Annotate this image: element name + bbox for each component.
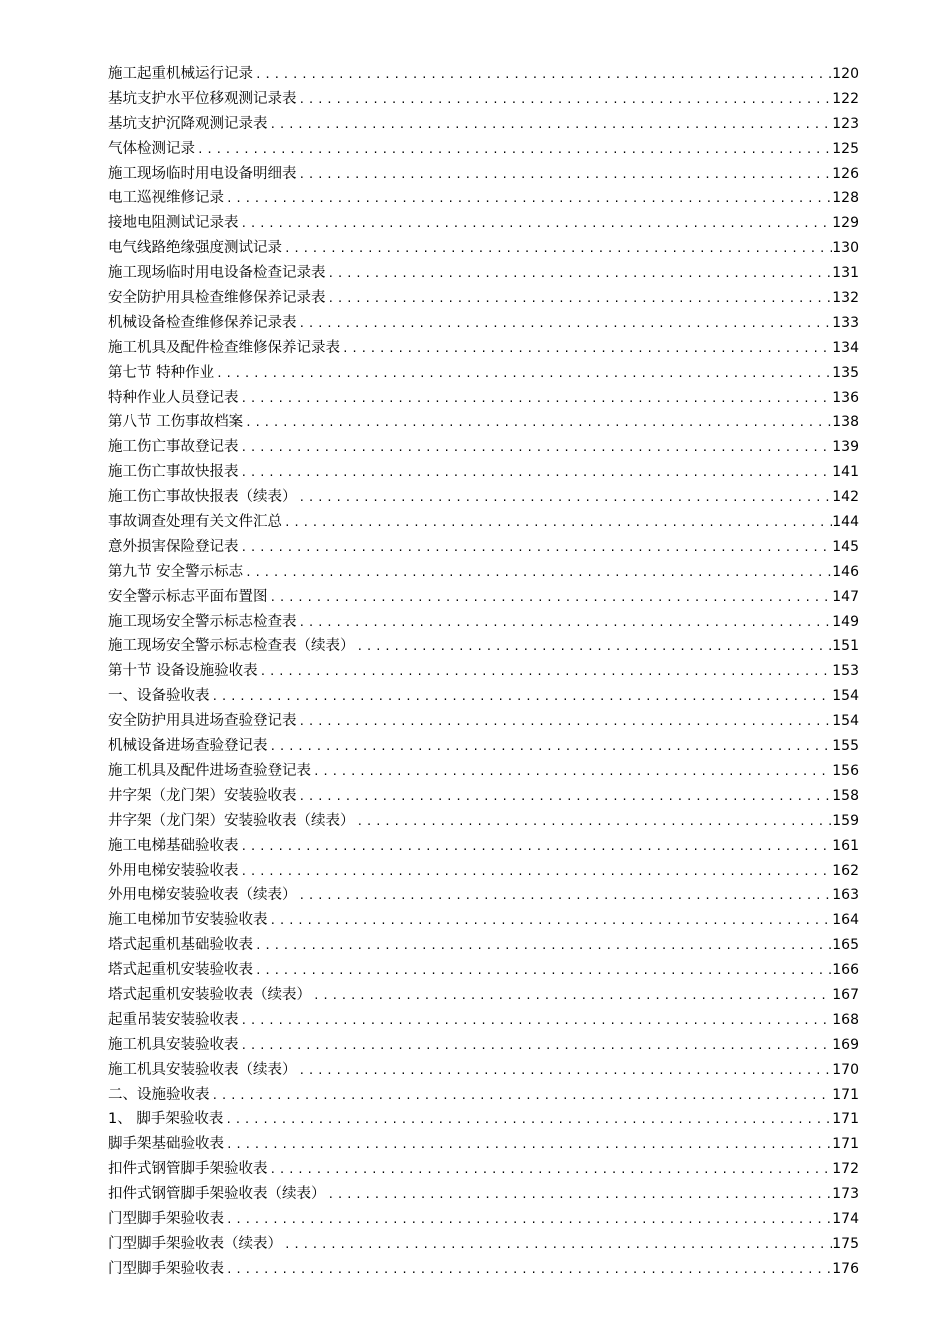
toc-entry-title: 二、设施验收表: [108, 1086, 210, 1103]
toc-entry-page-number: 125: [832, 140, 859, 157]
dot-leader: [297, 884, 833, 909]
toc-entry-title: 施工现场安全警示标志检查表: [108, 613, 297, 630]
dot-leader: [224, 1258, 832, 1283]
toc-entry-page-number: 156: [832, 762, 859, 779]
toc-entry[interactable]: [108, 510, 859, 535]
toc-entry-title: 塔式起重机安装验收表: [108, 962, 253, 979]
dot-leader: [253, 959, 832, 984]
dot-leader: [239, 536, 833, 561]
toc-entry-title: 电工巡视维修记录: [108, 190, 224, 207]
dot-leader: [239, 461, 833, 486]
toc-entry-page-number: 165: [832, 937, 859, 954]
dot-leader: [297, 163, 833, 188]
toc-entry[interactable]: [108, 286, 859, 311]
toc-entry[interactable]: [108, 1083, 859, 1108]
toc-entry-title: 施工现场安全警示标志检查表（续表）: [108, 638, 355, 655]
toc-entry-page-number: 169: [832, 1036, 859, 1053]
toc-entry[interactable]: [108, 535, 859, 560]
toc-entry-page-number: 120: [832, 66, 859, 82]
toc-entry[interactable]: [108, 883, 859, 908]
toc-entry-page-number: 145: [832, 538, 859, 555]
dot-leader: [243, 561, 832, 586]
toc-entry[interactable]: [108, 1182, 859, 1207]
toc-entry[interactable]: [108, 236, 859, 261]
dot-leader: [239, 212, 833, 237]
dot-leader: [224, 1133, 832, 1158]
toc-entry[interactable]: [108, 361, 859, 386]
toc-entry[interactable]: [108, 137, 859, 162]
toc-entry-page-number: 155: [832, 738, 859, 755]
dot-leader: [268, 909, 833, 934]
toc-entry-page-number: 129: [832, 215, 859, 232]
toc-entry-page-number: 173: [832, 1186, 859, 1203]
toc-entry[interactable]: [108, 734, 859, 759]
toc-entry-page-number: 162: [832, 862, 859, 879]
toc-entry-title: 脚手架基础验收表: [108, 1136, 224, 1153]
toc-entry-page-number: 147: [832, 588, 859, 605]
toc-entry[interactable]: [108, 1033, 859, 1058]
toc-entry-page-number: 153: [832, 663, 859, 680]
toc-entry-page-number: 175: [832, 1235, 859, 1252]
toc-entry-page-number: 128: [832, 190, 859, 207]
toc-entry-page-number: 174: [832, 1210, 859, 1227]
toc-entry-page-number: 164: [832, 912, 859, 929]
toc-entry-title: 门型脚手架验收表: [108, 1260, 224, 1277]
toc-entry-page-number: 168: [832, 1011, 859, 1028]
dot-leader: [239, 860, 833, 885]
dot-leader: [239, 1034, 833, 1059]
toc-entry-title: 施工伤亡事故快报表: [108, 464, 239, 481]
toc-entry-title: 第七节 特种作业: [108, 364, 215, 381]
toc-entry-title: 意外损害保险登记表: [108, 538, 239, 555]
toc-entry-title: 塔式起重机基础验收表: [108, 937, 253, 954]
dot-leader: [297, 486, 833, 511]
toc-entry[interactable]: [108, 560, 859, 585]
toc-entry-page-number: 172: [832, 1161, 859, 1178]
toc-entry-page-number: 170: [832, 1061, 859, 1078]
dot-leader: [326, 287, 833, 312]
toc-entry-title: 扣件式钢管脚手架验收表（续表）: [108, 1186, 326, 1203]
toc-entry[interactable]: [108, 112, 859, 137]
toc-entry[interactable]: [108, 261, 859, 286]
toc-entry-title: 接地电阻测试记录表: [108, 215, 239, 232]
dot-leader: [326, 1183, 833, 1208]
toc-entry-page-number: 144: [832, 514, 859, 531]
toc-entry[interactable]: [108, 1207, 859, 1232]
dot-leader: [297, 785, 833, 810]
dot-leader: [239, 1009, 833, 1034]
toc-entry-title: 扣件式钢管脚手架验收表: [108, 1161, 268, 1178]
toc-entry-page-number: 154: [832, 713, 859, 730]
toc-entry-title: 门型脚手架验收表（续表）: [108, 1235, 282, 1252]
dot-leader: [258, 660, 833, 685]
dot-leader: [239, 436, 833, 461]
dot-leader: [268, 1158, 833, 1183]
toc-entry-page-number: 171: [832, 1136, 859, 1153]
toc-entry-title: 机械设备进场查验登记表: [108, 738, 268, 755]
toc-entry-page-number: 130: [832, 240, 859, 257]
toc-entry-title: 电气线路绝缘强度测试记录: [108, 240, 282, 257]
dot-leader: [239, 835, 833, 860]
toc-entry-page-number: 138: [832, 414, 859, 431]
toc-entry-page-number: 166: [832, 962, 859, 979]
toc-entry-page-number: 141: [832, 464, 859, 481]
dot-leader: [340, 337, 832, 362]
toc-entry-page-number: 142: [832, 489, 859, 506]
dot-leader: [210, 685, 833, 710]
toc-entry[interactable]: [108, 87, 859, 112]
toc-entry-title: 特种作业人员登记表: [108, 389, 239, 406]
toc-entry-title: 施工起重机械运行记录: [108, 66, 253, 82]
dot-leader: [268, 735, 833, 760]
toc-entry-title: 施工伤亡事故快报表（续表）: [108, 489, 297, 506]
toc-entry-page-number: 146: [832, 563, 859, 580]
toc-entry[interactable]: [108, 933, 859, 958]
dot-leader: [253, 63, 832, 88]
toc-entry[interactable]: [108, 983, 859, 1008]
toc-entry-title: 施工电梯加节安装验收表: [108, 912, 268, 929]
toc-entry[interactable]: [108, 784, 859, 809]
toc-entry[interactable]: [108, 1107, 859, 1132]
dot-leader: [282, 237, 832, 262]
toc-entry-title: 施工机具及配件检查维修保养记录表: [108, 339, 340, 356]
toc-entry-title: 井字架（龙门架）安装验收表: [108, 787, 297, 804]
dot-leader: [210, 1084, 833, 1109]
dot-leader: [239, 387, 833, 412]
toc-entry[interactable]: [108, 410, 859, 435]
toc-entry-page-number: 139: [832, 439, 859, 456]
toc-entry-page-number: 134: [832, 339, 859, 356]
toc-entry[interactable]: [108, 211, 859, 236]
toc-entry[interactable]: [108, 834, 859, 859]
toc-entry[interactable]: [108, 610, 859, 635]
toc-entry[interactable]: [108, 709, 859, 734]
dot-leader: [282, 511, 832, 536]
toc-entry-page-number: 133: [832, 314, 859, 331]
dot-leader: [297, 88, 833, 113]
dot-leader: [355, 810, 833, 835]
dot-leader: [268, 113, 833, 138]
toc-entry-title: 施工电梯基础验收表: [108, 837, 239, 854]
toc-entry[interactable]: [108, 162, 859, 187]
toc-entry[interactable]: [108, 1257, 859, 1282]
toc-entry-title: 基坑支护水平位移观测记录表: [108, 90, 297, 107]
dot-leader: [282, 1233, 832, 1258]
dot-leader: [224, 187, 832, 212]
toc-entry[interactable]: [108, 1232, 859, 1257]
toc-entry-page-number: 151: [832, 638, 859, 655]
toc-entry-title: 施工现场临时用电设备检查记录表: [108, 265, 326, 282]
toc-entry-title: 外用电梯安装验收表（续表）: [108, 887, 297, 904]
toc-entry-title: 安全防护用具检查维修保养记录表: [108, 290, 326, 307]
toc-entry-title: 施工伤亡事故登记表: [108, 439, 239, 456]
toc-entry-title: 第八节 工伤事故档案: [108, 414, 244, 431]
dot-leader: [326, 262, 833, 287]
toc-entry-page-number: 126: [832, 165, 859, 182]
toc-entry-title: 安全防护用具进场查验登记表: [108, 713, 297, 730]
toc-entry[interactable]: [108, 585, 859, 610]
toc-entry-title: 门型脚手架验收表: [108, 1210, 224, 1227]
toc-entry-title: 井字架（龙门架）安装验收表（续表）: [108, 812, 355, 829]
dot-leader: [195, 138, 832, 163]
toc-entry-title: 第九节 安全警示标志: [108, 563, 244, 580]
toc-entry-page-number: 171: [832, 1111, 859, 1128]
toc-entry-title: 施工机具安装验收表: [108, 1036, 239, 1053]
toc-entry-title: 安全警示标志平面布置图: [108, 588, 268, 605]
dot-leader: [243, 411, 832, 436]
dot-leader: [297, 710, 833, 735]
dot-leader: [355, 635, 833, 660]
toc-entry[interactable]: [108, 1132, 859, 1157]
toc-entry-title: 施工机具及配件进场查验登记表: [108, 762, 311, 779]
toc-entry[interactable]: [108, 634, 859, 659]
dot-leader: [297, 312, 833, 337]
toc-entry[interactable]: [108, 809, 859, 834]
toc-entry-page-number: 167: [832, 986, 859, 1003]
toc-entry-title: 事故调查处理有关文件汇总: [108, 514, 282, 531]
dot-leader: [268, 586, 833, 611]
toc-entry[interactable]: [108, 1157, 859, 1182]
dot-leader: [297, 611, 833, 636]
toc-entry-title: 施工现场临时用电设备明细表: [108, 165, 297, 182]
dot-leader: [311, 984, 832, 1009]
toc-entry-page-number: 136: [832, 389, 859, 406]
toc-entry[interactable]: [108, 460, 859, 485]
dot-leader: [297, 1059, 833, 1084]
toc-entry-page-number: 149: [832, 613, 859, 630]
table-of-contents: [108, 62, 859, 1282]
toc-entry[interactable]: [108, 336, 859, 361]
toc-entry-title: 第十节 设备设施验收表: [108, 663, 258, 680]
toc-entry-page-number: 135: [832, 364, 859, 381]
toc-entry-page-number: 131: [832, 265, 859, 282]
toc-entry[interactable]: [108, 485, 859, 510]
toc-entry-title: 基坑支护沉降观测记录表: [108, 115, 268, 132]
toc-entry[interactable]: [108, 1008, 859, 1033]
toc-entry-title: 外用电梯安装验收表: [108, 862, 239, 879]
toc-entry-page-number: 171: [832, 1086, 859, 1103]
toc-entry-title: 塔式起重机安装验收表（续表）: [108, 986, 311, 1003]
toc-entry-page-number: 159: [832, 812, 859, 829]
toc-entry-title: 机械设备检查维修保养记录表: [108, 314, 297, 331]
toc-entry-title: 起重吊装安装验收表: [108, 1011, 239, 1028]
dot-leader: [253, 934, 832, 959]
toc-entry[interactable]: [108, 759, 859, 784]
toc-entry-page-number: 154: [832, 688, 859, 705]
toc-entry[interactable]: [108, 311, 859, 336]
toc-entry-title: 一、设备验收表: [108, 688, 210, 705]
toc-entry[interactable]: [108, 1058, 859, 1083]
toc-entry[interactable]: [108, 908, 859, 933]
toc-entry[interactable]: [108, 958, 859, 983]
toc-entry-title: 施工机具安装验收表（续表）: [108, 1061, 297, 1078]
dot-leader: [214, 362, 832, 387]
toc-entry[interactable]: [108, 386, 859, 411]
toc-entry-page-number: 122: [832, 90, 859, 107]
toc-entry-page-number: 163: [832, 887, 859, 904]
toc-entry-page-number: 123: [832, 115, 859, 132]
toc-entry[interactable]: [108, 684, 859, 709]
toc-entry[interactable]: [108, 186, 859, 211]
toc-entry[interactable]: [108, 859, 859, 884]
toc-entry-page-number: 161: [832, 837, 859, 854]
dot-leader: [223, 1108, 832, 1133]
toc-entry[interactable]: [108, 659, 859, 684]
toc-entry[interactable]: [108, 435, 859, 460]
dot-leader: [311, 760, 832, 785]
toc-entry-title: 气体检测记录: [108, 140, 195, 157]
toc-entry-title: 1、 脚手架验收表: [108, 1111, 224, 1128]
toc-entry-page-number: 158: [832, 787, 859, 804]
dot-leader: [224, 1208, 832, 1233]
toc-entry[interactable]: [108, 62, 859, 87]
toc-entry-page-number: 132: [832, 290, 859, 307]
toc-entry-page-number: 176: [832, 1260, 859, 1277]
